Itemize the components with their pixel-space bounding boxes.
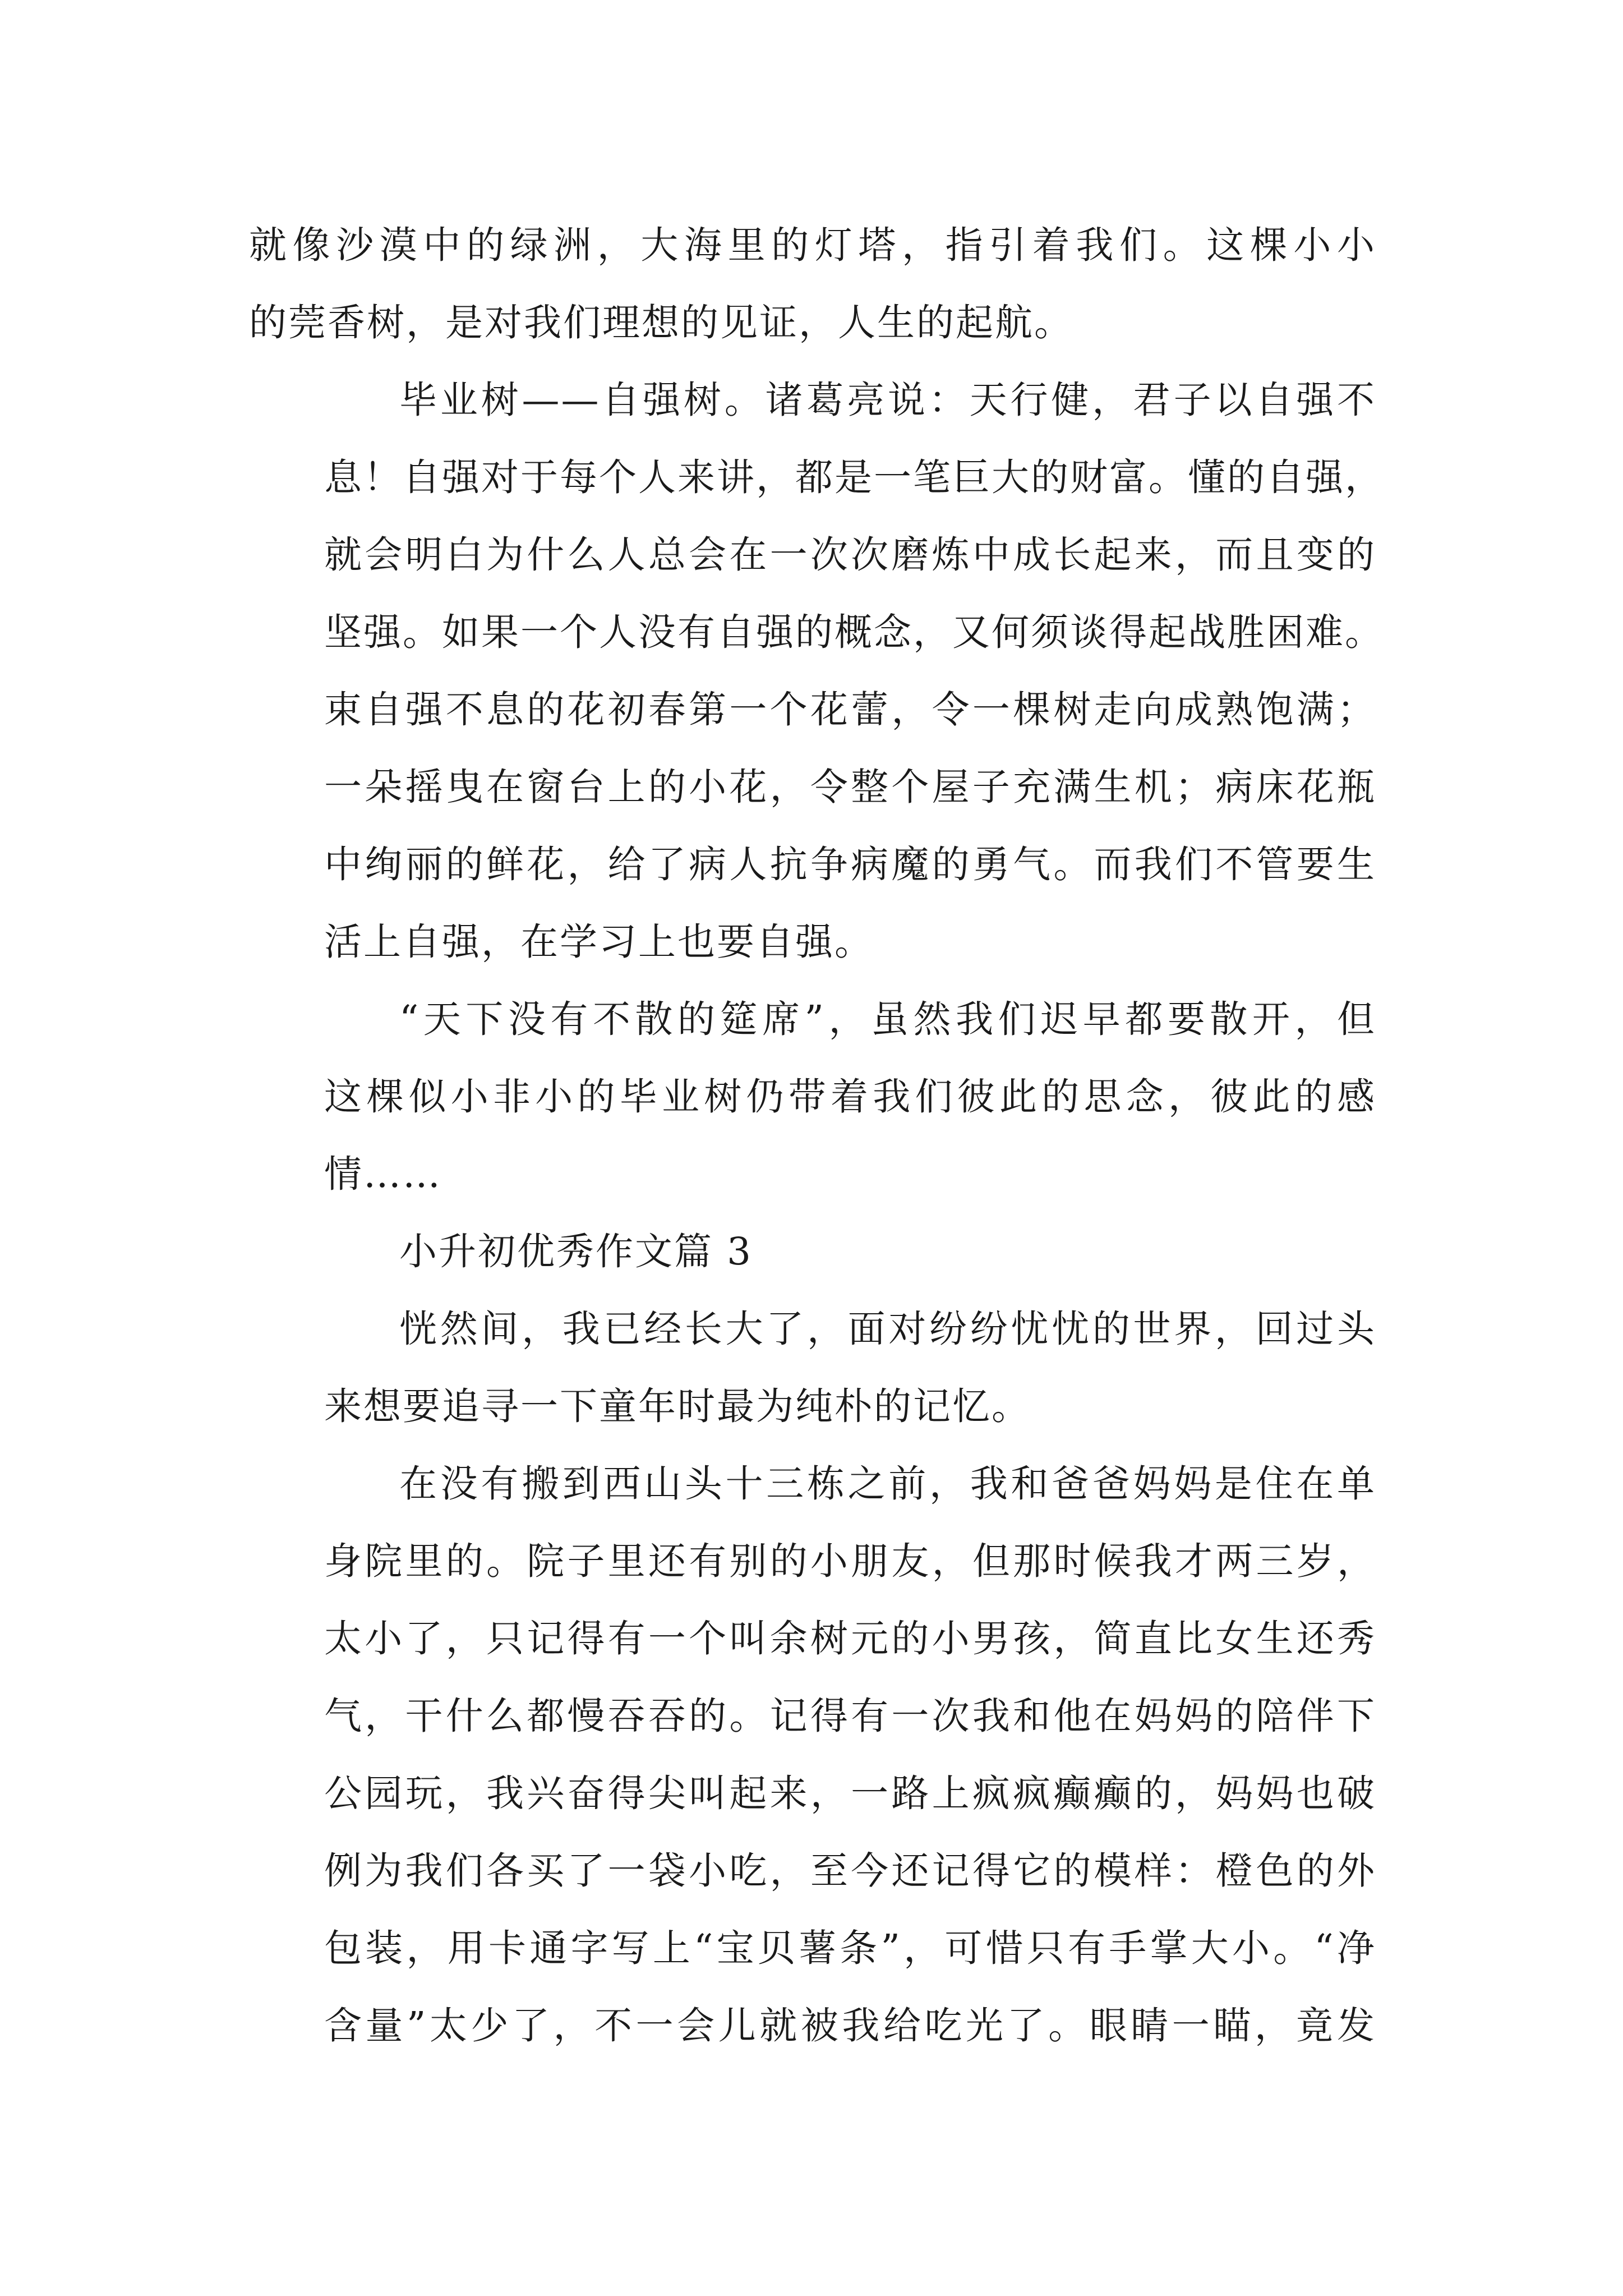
heading-text: 小升初优秀作文篇 3 — [399, 1230, 753, 1273]
text-line: 来想要追寻一下童年时最为纯朴的记忆。 — [324, 1384, 1031, 1428]
text-line: 太小了，只记得有一个叫余树元的小男孩，简直比女生还秀 — [324, 1617, 1376, 1660]
text-line: 公园玩，我兴奋得尖叫起来，一路上疯疯癫癫的，妈妈也破 — [324, 1772, 1376, 1815]
text-line: 这棵似小非小的毕业树仍带着我们彼此的思念，彼此的感 — [324, 1075, 1376, 1119]
paragraph-6 — [249, 1445, 1376, 2064]
text-line: 束自强不息的花初春第一个花蕾，令一棵树走向成熟饱满； — [324, 688, 1376, 731]
section-heading — [249, 1213, 1376, 1290]
text-line: 在没有搬到西山头十三栋之前，我和爸爸妈妈是住在单 — [399, 1462, 1376, 1506]
text-line: 例为我们各买了一袋小吃，至今还记得它的模样：橙色的外 — [324, 1849, 1376, 1893]
text-line: 情…… — [324, 1152, 442, 1196]
text-line: 包装，用卡通字写上“宝贝薯条”，可惜只有手掌大小。“净 — [324, 1926, 1376, 1970]
text-line: 身院里的。院子里还有别的小朋友，但那时候我才两三岁， — [324, 1539, 1376, 1583]
text-line: 含量”太少了，不一会儿就被我给吃光了。眼睛一瞄，竟发 — [324, 2004, 1376, 2047]
document-body — [249, 206, 1384, 2064]
text-line: 的莞香树，是对我们理想的见证，人生的起航。 — [249, 301, 1073, 344]
text-line: 毕业树——自强树。诸葛亮说：天行健，君子以自强不 — [399, 378, 1376, 422]
text-line: 中绚丽的鲜花，给了病人抗争病魔的勇气。而我们不管要生 — [324, 843, 1376, 886]
text-line: 活上自强，在学习上也要自强。 — [324, 920, 874, 964]
text-line: 一朵摇曳在窗台上的小花，令整个屋子充满生机；病床花瓶 — [324, 765, 1376, 809]
text-line: 恍然间，我已经长大了，面对纷纷忧忧的世界，回过头 — [399, 1307, 1376, 1351]
paragraph-2 — [249, 361, 1384, 981]
text-line: 息！自强对于每个人来讲，都是一笔巨大的财富。懂的自强， — [324, 455, 1384, 499]
text-line: 坚强。如果一个人没有自强的概念，又何须谈得起战胜困难。 — [324, 610, 1384, 654]
text-line: “天下没有不散的筵席”，虽然我们迟早都要散开，但 — [399, 997, 1376, 1041]
text-line: 就会明白为什么人总会在一次次磨炼中成长起来，而且变的 — [324, 533, 1376, 577]
text-line: 就像沙漠中的绿洲，大海里的灯塔，指引着我们。这棵小小 — [249, 223, 1376, 267]
text-line: 气，干什么都慢吞吞的。记得有一次我和他在妈妈的陪伴下 — [324, 1694, 1376, 1738]
paragraph-3 — [249, 981, 1376, 1213]
paragraph-5 — [249, 1290, 1376, 1445]
paragraph-1 — [249, 206, 1376, 361]
